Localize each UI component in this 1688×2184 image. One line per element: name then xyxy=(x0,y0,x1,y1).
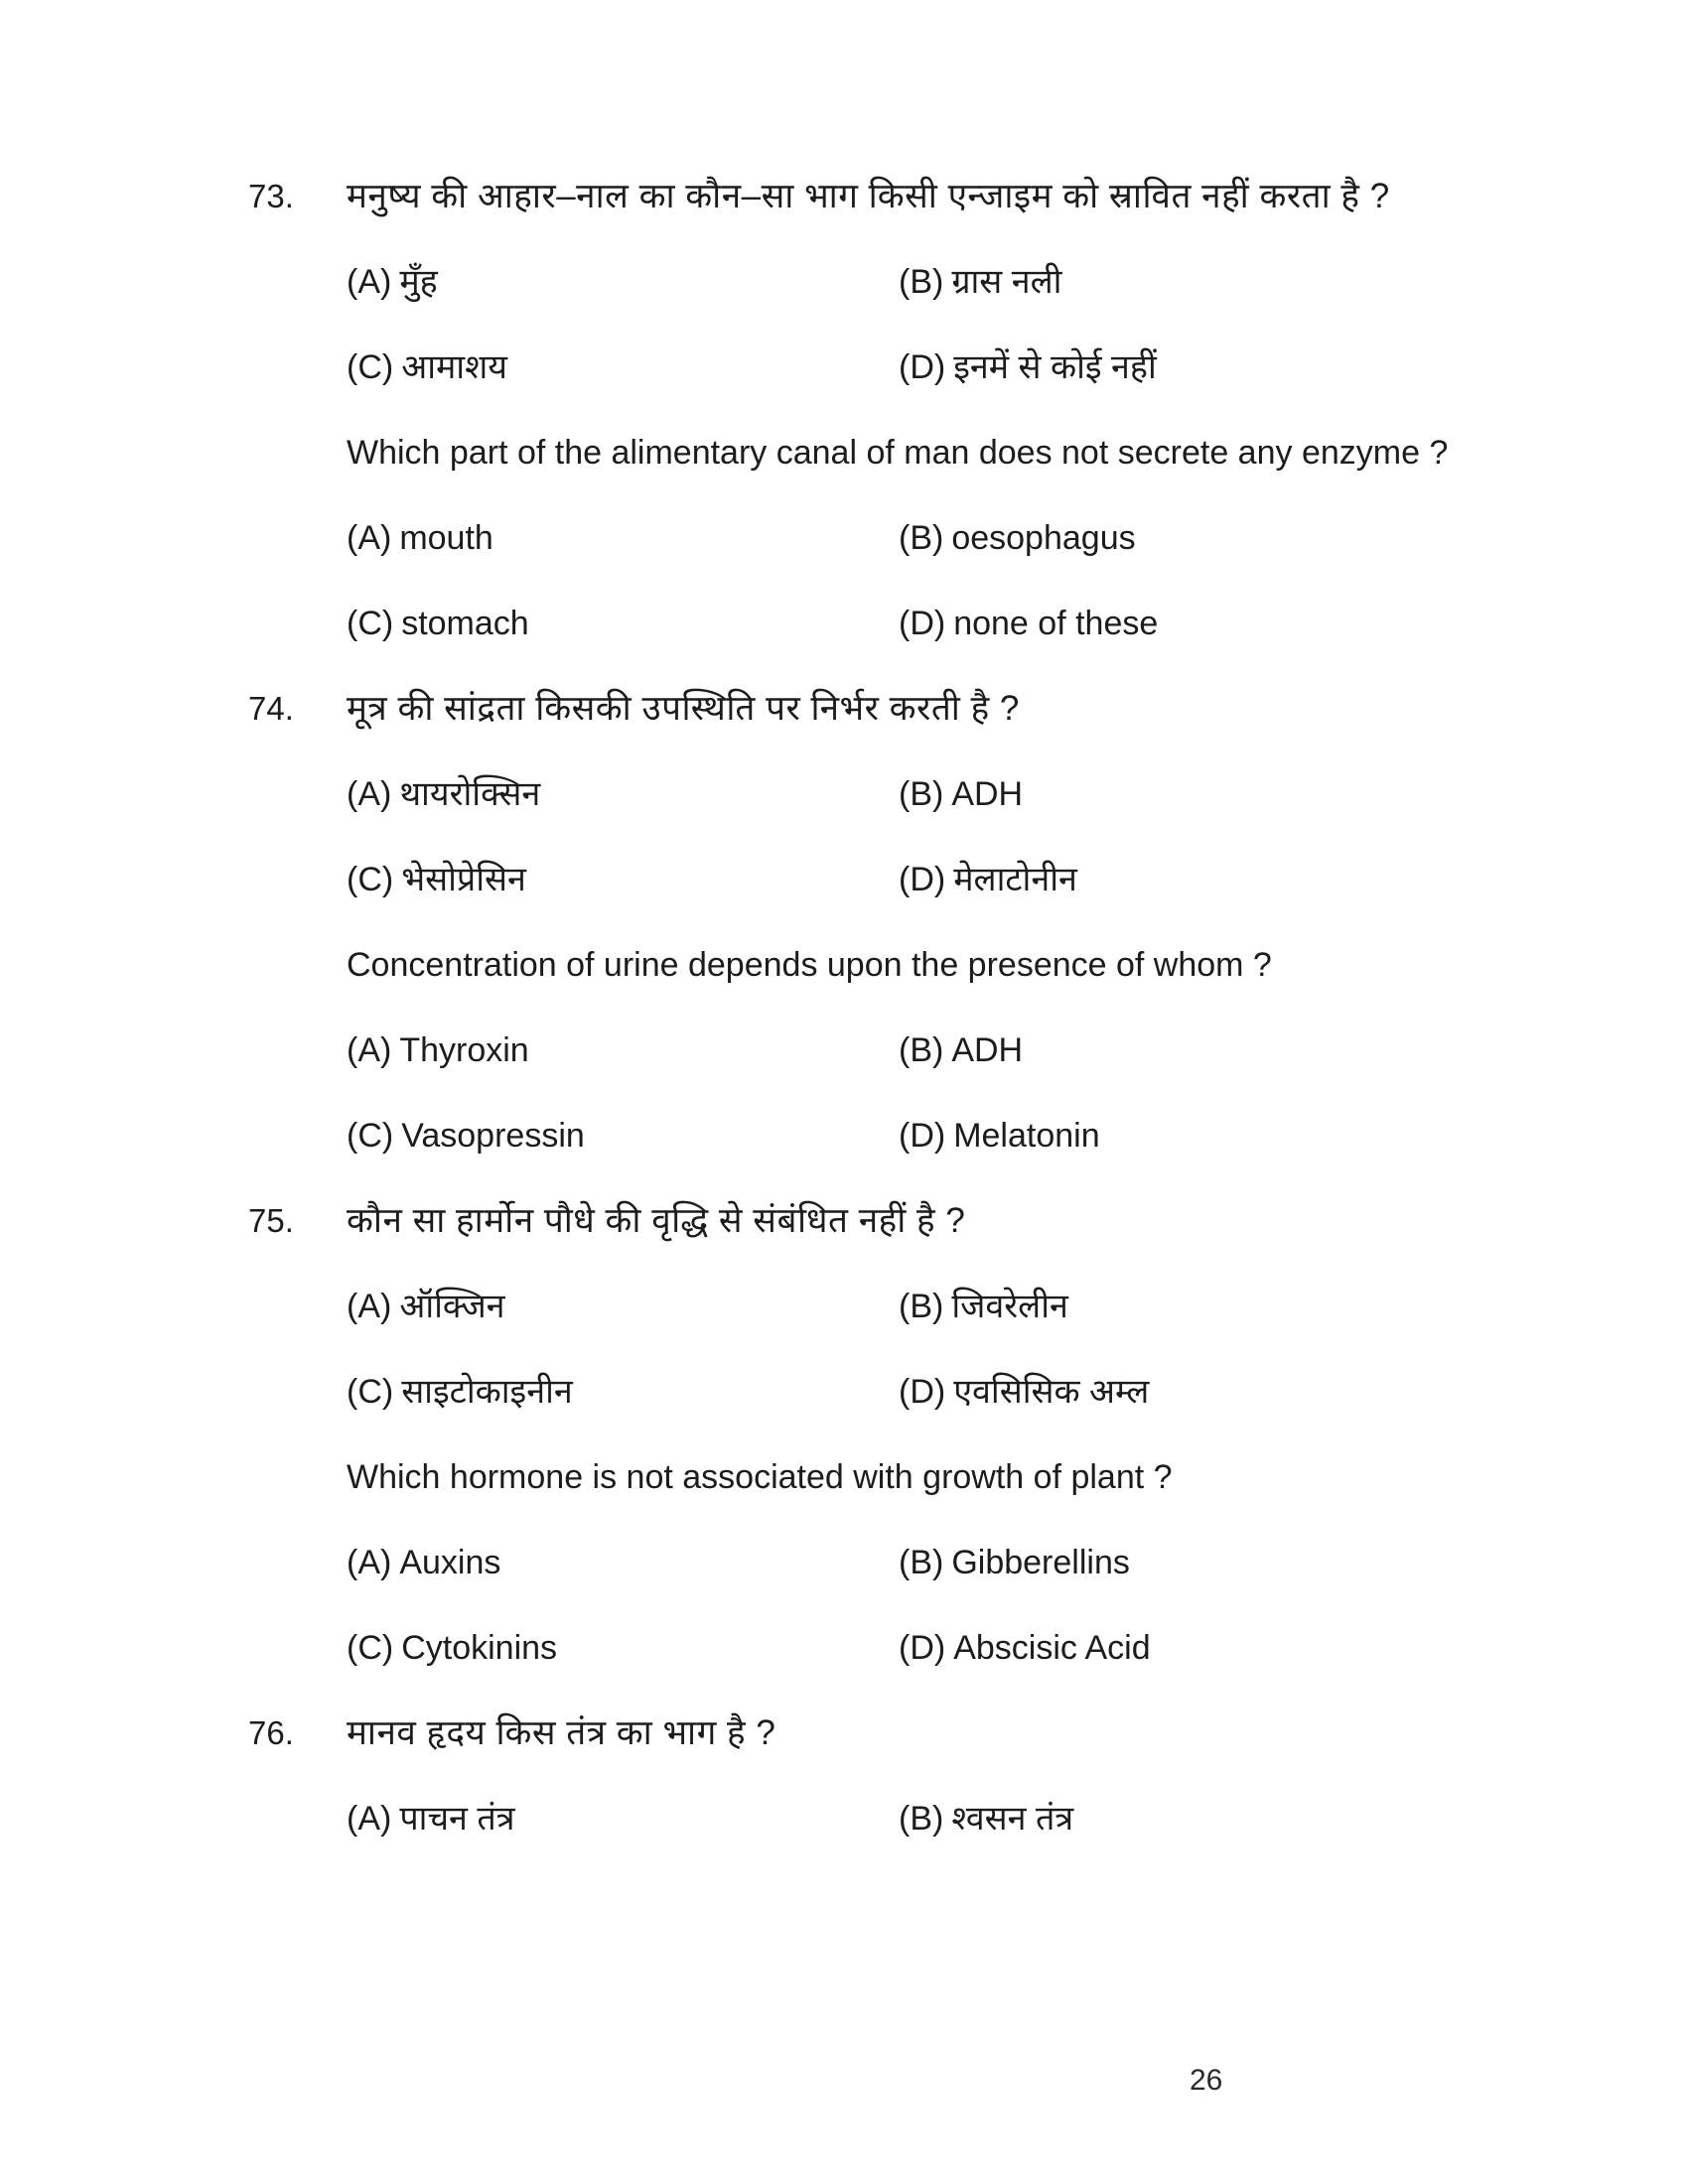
question-73-number: 73. xyxy=(248,178,294,214)
question-76-option-b-hindi: (B) श्वसन तंत्र xyxy=(899,1800,1074,1838)
question-76-hindi-options xyxy=(347,1776,1499,1861)
question-74-hindi-text: मूत्र की सांद्रता किसकी उपस्थिति पर निर्भर करती है ? xyxy=(347,689,1020,728)
page-number: 26 xyxy=(1190,2064,1223,2097)
question-73-option-b-hindi: (B) ग्रास नली xyxy=(899,263,1062,301)
question-73-option-c-english: (C) stomach xyxy=(347,605,529,642)
question-73-option-a-hindi: (A) मुँह xyxy=(347,263,438,301)
question-74-number: 74. xyxy=(248,690,294,727)
question-74-option-b-hindi: (B) ADH xyxy=(899,775,1024,813)
question-73-option-a-english: (A) mouth xyxy=(347,519,493,557)
question-73-hindi-text: मनुष्य की आहार–नाल का कौन–सा भाग किसी एन्जाइम को स्रावित नहीं करता है ? xyxy=(347,177,1390,215)
question-73-english-text: Which part of the alimentary canal of man does not secrete any enzyme ? xyxy=(347,434,1449,472)
question-73-option-b-english: (B) oesophagus xyxy=(899,519,1136,557)
question-74-option-b-english: (B) ADH xyxy=(899,1031,1024,1069)
questions-area xyxy=(248,154,1499,1861)
question-73-option-d-english: (D) none of these xyxy=(899,605,1159,642)
question-74-option-d-hindi: (D) मेलाटोनीन xyxy=(899,861,1077,898)
question-75-option-d-hindi: (D) एवसिसिक अम्ल xyxy=(899,1373,1150,1411)
question-73-english-options xyxy=(347,495,1499,666)
question-74-english-options xyxy=(347,1008,1499,1178)
question-73-hindi-options xyxy=(347,239,1499,410)
question-74-option-c-english: (C) Vasopressin xyxy=(347,1117,585,1155)
question-75-option-a-hindi: (A) ऑक्जिन xyxy=(347,1288,505,1325)
question-75-option-a-english: (A) Auxins xyxy=(347,1544,501,1581)
question-75-english-text: Which hormone is not associated with growth of plant ? xyxy=(347,1458,1173,1496)
question-75-hindi-options xyxy=(347,1264,1499,1434)
question-76-number: 76. xyxy=(248,1714,294,1751)
question-74-option-c-hindi: (C) भेसोप्रेसिन xyxy=(347,861,526,898)
question-73-option-d-hindi: (D) इनमें से कोई नहीं xyxy=(899,348,1157,386)
question-76-option-a-hindi: (A) पाचन तंत्र xyxy=(347,1800,515,1838)
question-75-english-options xyxy=(347,1520,1499,1691)
question-75-option-c-english: (C) Cytokinins xyxy=(347,1629,558,1667)
question-75-option-d-english: (D) Abscisic Acid xyxy=(899,1629,1151,1667)
question-73 xyxy=(248,154,1499,666)
question-75-option-c-hindi: (C) साइटोकाइनीन xyxy=(347,1373,573,1411)
question-75-hindi-text: कौन सा हार्मोन पौधे की वृद्धि से संबंधित नहीं है ? xyxy=(347,1201,966,1240)
question-75-number: 75. xyxy=(248,1202,294,1239)
question-74-option-a-hindi: (A) थायरोक्सिन xyxy=(347,775,541,813)
question-74-option-a-english: (A) Thyroxin xyxy=(347,1031,529,1069)
question-74-english-text: Concentration of urine depends upon the presence of whom ? xyxy=(347,946,1272,984)
question-75-option-b-english: (B) Gibberellins xyxy=(899,1544,1130,1581)
question-74-option-d-english: (D) Melatonin xyxy=(899,1117,1100,1155)
question-73-option-c-hindi: (C) आमाशय xyxy=(347,348,507,386)
question-76-hindi-text: मानव हृदय किस तंत्र का भाग है ? xyxy=(347,1713,776,1752)
question-75 xyxy=(248,1178,1499,1691)
question-74 xyxy=(248,666,1499,1178)
question-75-option-b-hindi: (B) जिवरेलीन xyxy=(899,1288,1068,1325)
question-76 xyxy=(248,1691,1499,1861)
question-74-hindi-options xyxy=(347,751,1499,922)
